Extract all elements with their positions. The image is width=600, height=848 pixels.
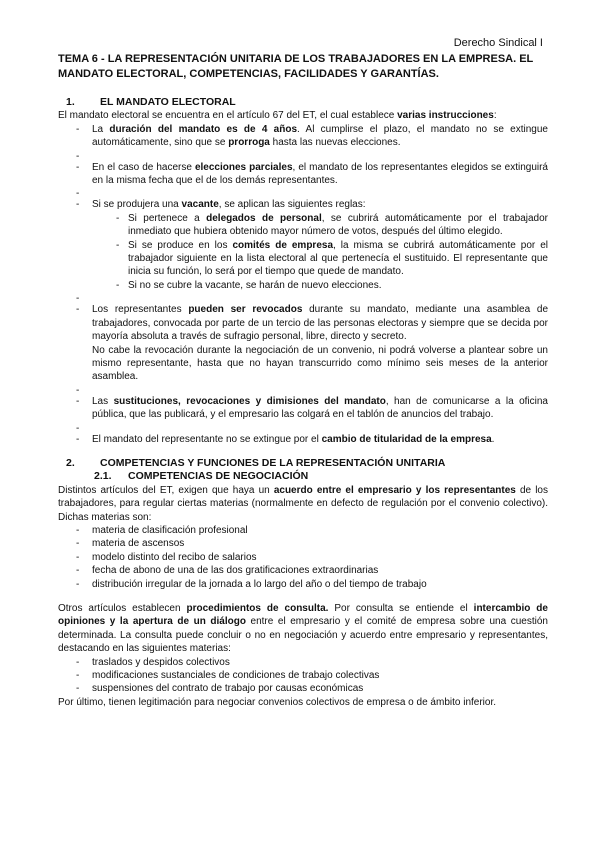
sub-list-item (58, 239, 548, 279)
text: , han de comunicarse a la oficina pública, que las publicará, y el empresario las colgará en el tablón de anuncios del trabajo. (92, 395, 548, 421)
bold-text: vacante (181, 199, 219, 211)
bold-text: pueden ser revocados (188, 304, 303, 316)
bold-text: prorroga (228, 137, 270, 149)
text: Si pertenece a (128, 212, 207, 224)
section-2-heading (58, 457, 548, 470)
list-item (58, 198, 548, 211)
list-item (58, 395, 548, 422)
text: Las (92, 395, 114, 407)
list-item (58, 433, 548, 446)
bold-text: procedimientos de consulta. (186, 603, 329, 614)
text: . Al cumplirse el plazo, el mandato no se extingue automáticamente, sino que se (92, 123, 548, 149)
list-item: - fecha de abono de una de las dos gratificaciones extraordinarias (58, 564, 548, 577)
negotiation-paragraph (58, 484, 548, 524)
text: Por consulta se entiende el (328, 603, 474, 614)
consultation-paragraph (58, 602, 548, 656)
text: No cabe la revocación durante la negociación de un convenio, ni podrá volverse a plantear sobre un mismo representante, hasta que no hayan transcurrido como mínimo seis meses de la anterior asamblea. (92, 344, 548, 383)
spacer (58, 591, 548, 602)
sub-list-item: - Si no se cubre la vacante, se harán de nuevo elecciones. (58, 279, 548, 292)
mandate-rules-list-cont (58, 292, 548, 446)
text: : (493, 110, 497, 122)
closing-paragraph: Por último, tienen legitimación para negociar convenios colectivos de empresa o de ámbito inferior. (58, 696, 497, 708)
text: , la misma se cubrirá automáticamente por el trabajador siguiente en la lista electoral al que pertenecía el sustituido. El representante que inicia su función, lo será por el tiempo que quede de mandato. (128, 239, 548, 278)
list-item: - materia de clasificación profesional (58, 524, 548, 537)
list-item: - modificaciones sustanciales de condiciones de trabajo colectivas (58, 669, 548, 682)
text: entre el empresario y el comité de empresa sobre una cuestión determinada. La consulta puede concluir o no en negociación y acuerdo entre empresario y representantes, destacando en las siguientes materias: (58, 616, 548, 655)
document-body (58, 96, 548, 709)
spacer (58, 187, 548, 198)
text: En el caso de hacerse (92, 161, 195, 173)
spacer (58, 292, 548, 303)
bold-text: comités de empresa (232, 239, 334, 251)
section-1-title: EL MANDATO ELECTORAL (100, 96, 236, 108)
bold-text: varias instrucciones (397, 110, 494, 122)
negotiation-matters-list (58, 524, 548, 591)
text: Otros artículos establecen (58, 603, 187, 614)
text: durante su mandato, mediante una asamblea de trabajadores, convocada por parte de un tercio de las personas electoras y siempre que se decida por mayoría absoluta a través de sufragio personal, libre, directo y secreto. (92, 304, 549, 343)
text: hasta las nuevas elecciones. (269, 137, 401, 149)
consultation-matters-list (58, 656, 548, 696)
section-2-title: COMPETENCIAS Y FUNCIONES DE LA REPRESENTACIÓN UNITARIA (100, 456, 446, 469)
subsection-number: 2.1. (94, 470, 112, 483)
bold-text: delegados de personal (206, 212, 322, 224)
mandate-rules-list (58, 123, 548, 212)
list-item (58, 123, 548, 150)
text: El mandato electoral se encuentra en el artículo 67 del ET, el cual establece (58, 110, 398, 122)
spacer (58, 384, 548, 395)
text: . (491, 433, 495, 445)
list-item (58, 161, 548, 188)
spacer (58, 150, 548, 161)
text: Si se produce en los (128, 239, 233, 251)
section-1-number: 1. (66, 96, 75, 108)
sub-list-item (58, 212, 548, 239)
section-1-intro (58, 109, 548, 122)
bold-text: cambio de titularidad de la empresa (321, 433, 492, 445)
text: , se cubrirá automáticamente por el trabajador inmediato que hubiera obtenido mayor número de votos, después del último elegido. (128, 212, 548, 238)
text: , se aplican las siguientes reglas: (218, 199, 366, 211)
bold-text: elecciones parciales (194, 161, 293, 173)
bold-text: sustituciones, revocaciones y dimisiones del mandato (113, 395, 386, 407)
section-2-number: 2. (66, 456, 75, 469)
list-item: - distribución irregular de la jornada a lo largo del año o del tiempo de trabajo (58, 578, 548, 591)
subsection-title: COMPETENCIAS DE NEGOCIACIÓN (128, 470, 309, 483)
text: , el mandato de los representantes elegidos se extinguirá en la misma fecha que el de los demás representantes. (92, 161, 548, 187)
bold-text: duración del mandato es de 4 años (109, 123, 298, 135)
text: Distintos artículos del ET, exigen que haya un (58, 484, 274, 496)
spacer (58, 446, 548, 457)
bold-text: intercambio de opiniones y la apertura de un diálogo (58, 603, 548, 628)
list-item: - traslados y despidos colectivos (58, 656, 548, 669)
list-item: - suspensiones del contrato de trabajo por causas económicas (58, 682, 548, 695)
running-header: Derecho Sindical I (453, 37, 543, 49)
document-title: TEMA 6 - LA REPRESENTACIÓN UNITARIA DE LOS TRABAJADORES EN LA EMPRESA. EL MANDATO ELECTORAL, COMPETENCIAS, FACILIDADES Y GARANTÍAS. (58, 53, 534, 80)
text: El mandato del representante no se extingue por el (92, 433, 322, 445)
vacancy-rules-list (58, 212, 548, 292)
text: Si se produjera una (92, 199, 182, 211)
list-item: - modelo distinto del recibo de salarios (58, 551, 548, 564)
list-item (58, 303, 548, 383)
section-1-heading (58, 96, 548, 109)
text: de los trabajadores, para regular ciertas materias (normalmente en defecto de regulación por el convenio colectivo). Dichas materias son: (58, 484, 548, 523)
spacer (58, 422, 548, 433)
text: Los representantes (92, 304, 189, 316)
list-item: - materia de ascensos (58, 537, 548, 550)
text: La (92, 123, 110, 135)
subsection-2-1-heading (58, 470, 548, 483)
bold-text: acuerdo entre el empresario y los representantes (273, 484, 516, 496)
